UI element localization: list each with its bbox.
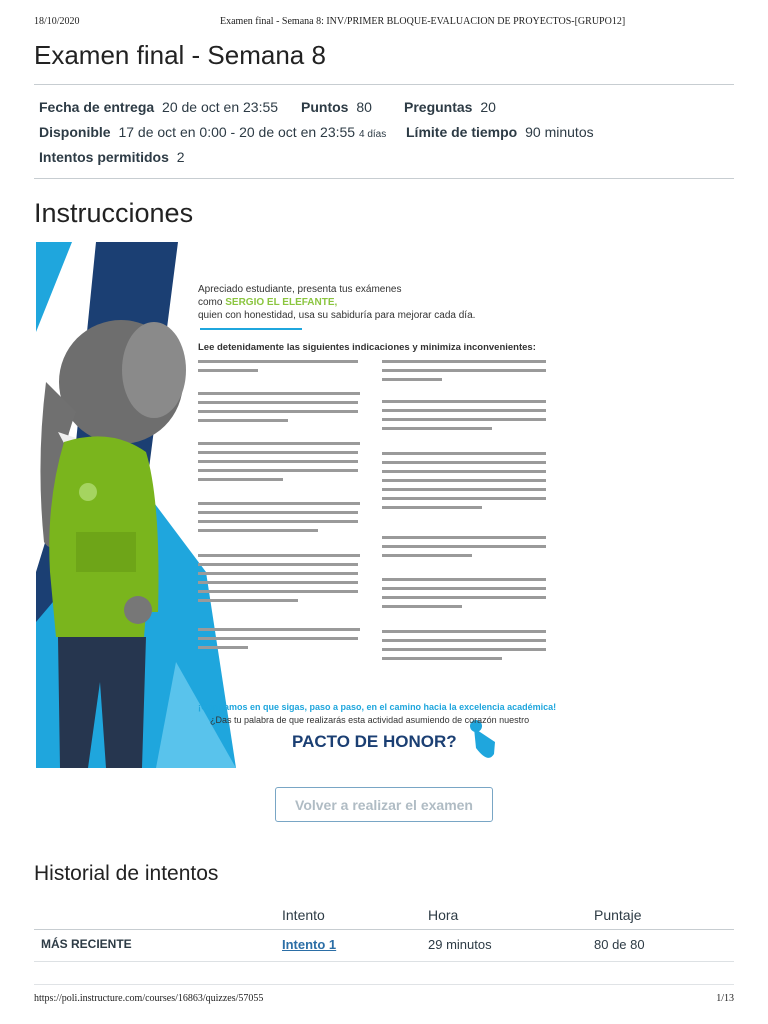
- left-column-lines: [198, 356, 364, 666]
- due-date-value: 20 de oct en 23:55: [162, 99, 279, 115]
- col-score-header: Puntaje: [594, 907, 642, 923]
- questions: [404, 99, 496, 115]
- questions-label: Preguntas: [404, 99, 473, 115]
- time-limit: [406, 124, 594, 140]
- footer-url: https://poli.instructure.com/courses/16863/quizzes/57055: [34, 993, 264, 1004]
- attempts-allowed: [39, 149, 185, 165]
- due-date-label: Fecha de entrega: [39, 99, 155, 115]
- honor-pact: PACTO DE HONOR?: [292, 732, 457, 751]
- availability-label: Disponible: [39, 124, 111, 140]
- list-heading: Lee detenidamente las siguientes indicaciones y minimiza inconvenientes:: [198, 342, 536, 353]
- page-title: Examen final - Semana 8: [34, 40, 326, 70]
- points-label: Puntos: [301, 99, 349, 115]
- availability-value: 17 de oct en 0:00 - 20 de oct en 23:55: [118, 124, 356, 140]
- divider: [34, 178, 734, 179]
- points: [301, 99, 372, 115]
- closing-line-2: ¿Das tu palabra de que realizarás esta actividad asumiendo de corazón nuestro: [210, 715, 530, 725]
- due-date: [39, 99, 278, 115]
- greeting-prefix: como: [198, 297, 223, 308]
- attempt-score: 80 de 80: [594, 937, 645, 952]
- closing-line-1: ¡Confiamos en que sigas, paso a paso, en el camino hacia la excelencia académica!: [198, 702, 557, 712]
- retake-quiz-button[interactable]: Volver a realizar el examen: [275, 787, 493, 822]
- availability-days: 4 días: [358, 129, 387, 140]
- time-limit-value: 90 minutos: [525, 124, 594, 140]
- questions-value: 20: [480, 99, 496, 115]
- attempts-allowed-value: 2: [176, 149, 185, 165]
- footer-page-number: 1/13: [716, 993, 734, 1004]
- availability: [39, 124, 386, 140]
- attempts-allowed-label: Intentos permitidos: [39, 149, 169, 165]
- right-column-lines: [382, 356, 548, 666]
- attempt-1-link[interactable]: Intento 1: [282, 937, 337, 952]
- instructions-banner: [36, 242, 560, 768]
- col-time-header: Hora: [428, 907, 459, 923]
- attempt-row-label: MÁS RECIENTE: [41, 937, 132, 951]
- time-limit-label: Límite de tiempo: [406, 124, 518, 140]
- col-attempt-header: Intento: [282, 907, 325, 923]
- points-value: 80: [356, 99, 372, 115]
- greeting-line-2: [198, 297, 337, 308]
- history-heading: Historial de intentos: [34, 862, 219, 885]
- greeting-line-1: Apreciado estudiante, presenta tus exámenes: [198, 284, 402, 295]
- table-divider: [34, 961, 734, 962]
- print-date: 18/10/2020: [34, 16, 80, 27]
- footer-divider: [34, 984, 734, 985]
- table-divider: [34, 929, 734, 930]
- greeting-line-3: quien con honestidad, usa su sabiduría para mejorar cada día.: [198, 310, 476, 321]
- greeting-mascot-name: SERGIO EL ELEFANTE,: [225, 297, 338, 308]
- attempt-time: 29 minutos: [428, 937, 492, 952]
- divider: [34, 84, 734, 85]
- print-doc-title: Examen final - Semana 8: INV/PRIMER BLOQUE-EVALUACION DE PROYECTOS-[GRUPO12]: [220, 16, 626, 27]
- instructions-heading: Instrucciones: [34, 198, 194, 228]
